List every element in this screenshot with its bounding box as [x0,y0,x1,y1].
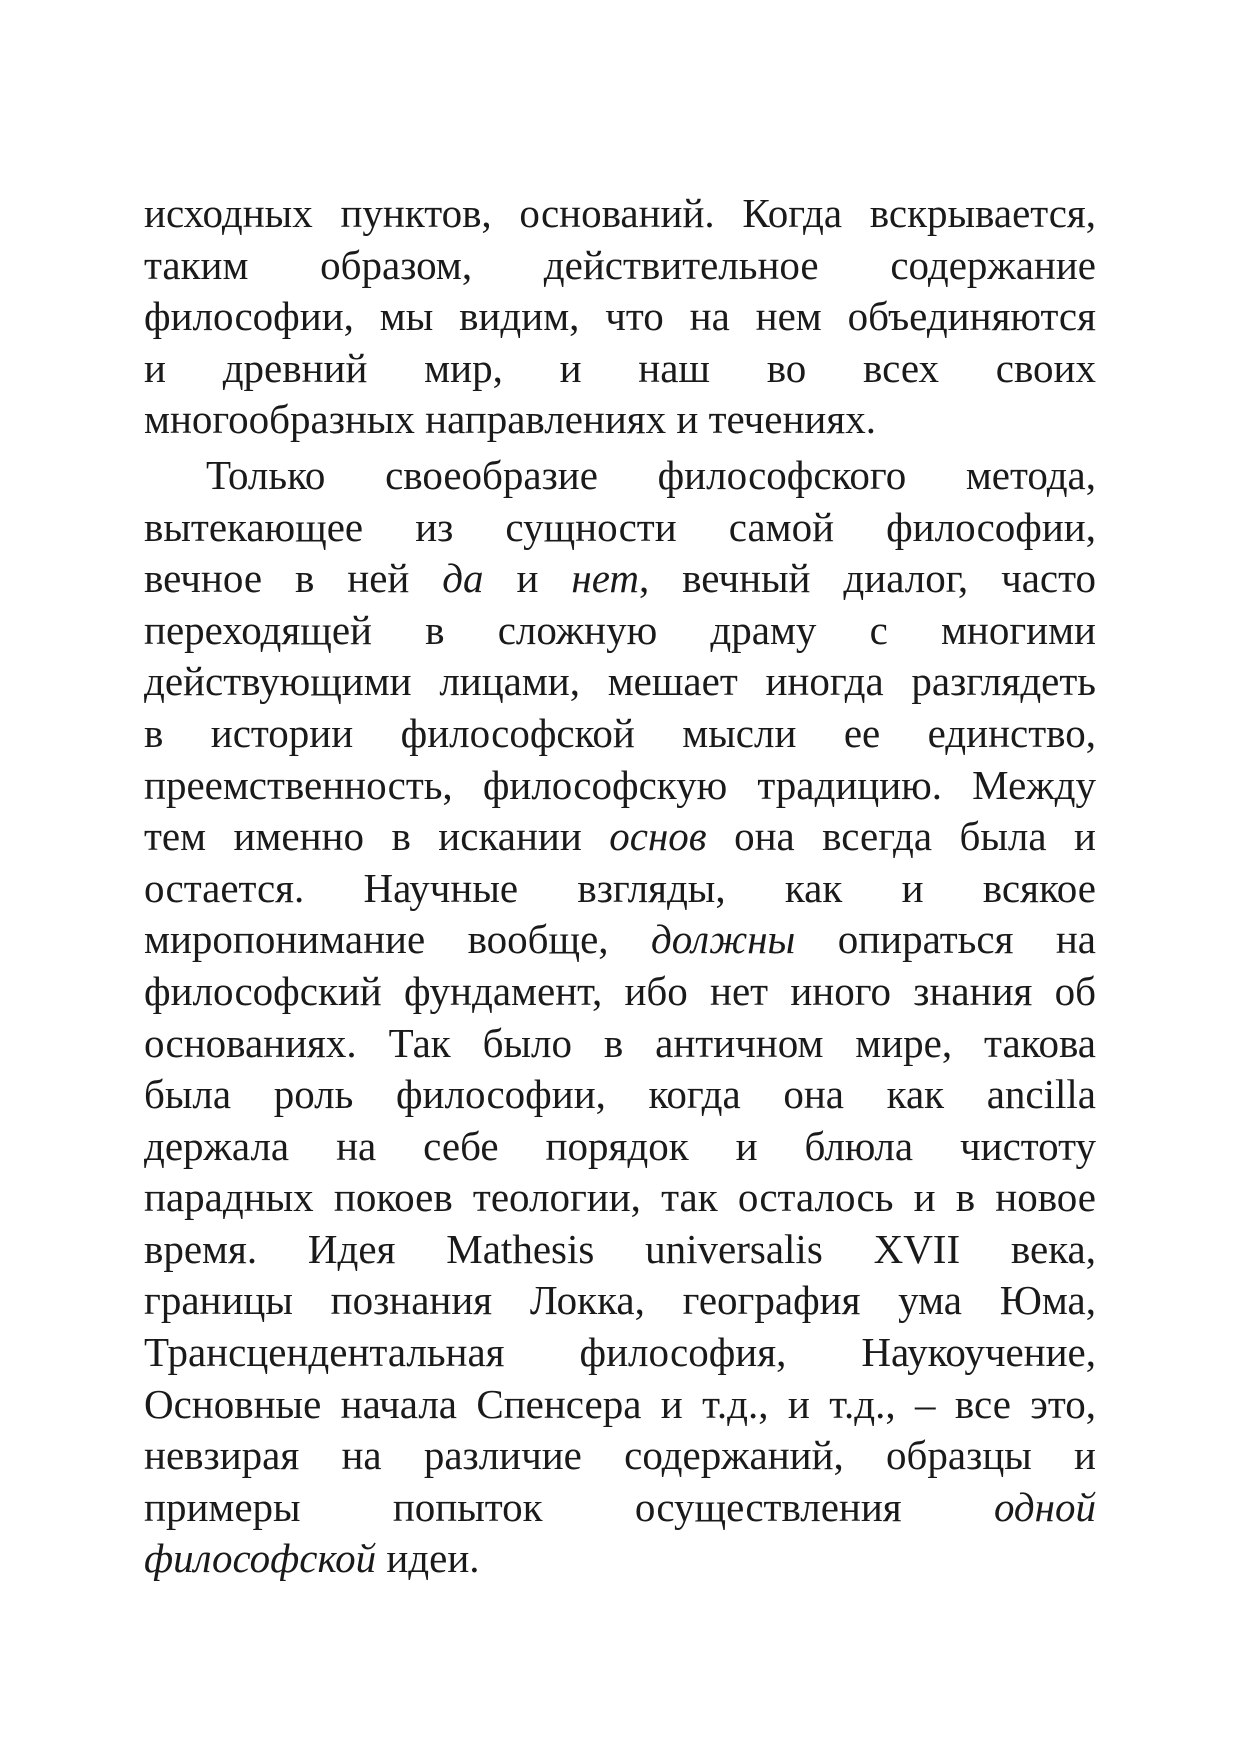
text-segment: миропонимание вообще, [144,916,651,963]
emphasis-text: да [442,555,484,602]
text-line [144,553,1096,605]
text-line: Основные начала Спенсера и т.д., и т.д., – все это, [144,1380,1096,1427]
text-line [144,811,1096,863]
text-line: философский фундамент, ибо нет иного знания об [144,967,1096,1014]
text-segment: , вечный диалог, часто [638,555,1097,602]
text-line: держала на себе порядок и блюла чистоту [144,1122,1096,1169]
text-line [144,1533,1096,1585]
text-segment: идеи. [376,1535,480,1582]
text-line [144,1482,1096,1534]
page-text [144,188,1096,1585]
text-line: таким образом, действительное содержание [144,241,1096,288]
text-segment: опираться на [795,916,1096,963]
text-segment: и [483,555,572,602]
paragraph-2 [144,450,1096,1585]
text-segment: она всегда была и [706,813,1096,860]
text-line: основаниях. Так было в античном мире, такова [144,1019,1096,1066]
text-line: действующими лицами, мешает иногда разглядеть [144,658,1096,705]
text-line [144,914,1096,966]
text-line: невзирая на различие содержаний, образцы и [144,1432,1096,1479]
text-line: философии, мы видим, что на нем объединяются [144,293,1096,340]
text-segment: тем именно в искании [144,813,610,860]
text-line: переходящей в сложную драму с многими [144,606,1096,653]
text-line: Трансцендентальная философия, Наукоучение, [144,1329,1096,1376]
text-line: парадных покоев теологии, так осталось и в новое [144,1174,1096,1221]
emphasis-text: основ [609,813,707,860]
text-line: исходных пунктов, оснований. Когда вскрывается, [144,190,1096,236]
text-segment: примеры попыток осуществления [144,1483,994,1530]
text-line: остается. Научные взгляды, как и всякое [144,864,1096,911]
text-line: время. Идея Mathesis universalis XVII века, [144,1225,1096,1272]
emphasis-text: нет [571,555,639,602]
text-line: и древний мир, и наш во всех своих [144,344,1096,391]
emphasis-text: должны [650,916,796,963]
text-line: преемственность, философскую традицию. Между [144,761,1096,808]
emphasis-text: одной [993,1483,1096,1530]
text-segment: вечное в ней [144,555,443,602]
paragraph-1 [144,188,1096,446]
text-line: многообразных направлениях и течениях. [144,396,876,443]
emphasis-text: философской [144,1535,377,1582]
text-line: Только своеобразие философского метода, [206,451,1096,498]
text-line: вытекающее из сущности самой философии, [144,503,1096,550]
text-line: в истории философской мысли ее единство, [144,709,1096,756]
text-line: была роль философии, когда она как ancilla [144,1071,1096,1118]
text-line: границы познания Локка, география ума Юма, [144,1277,1096,1324]
